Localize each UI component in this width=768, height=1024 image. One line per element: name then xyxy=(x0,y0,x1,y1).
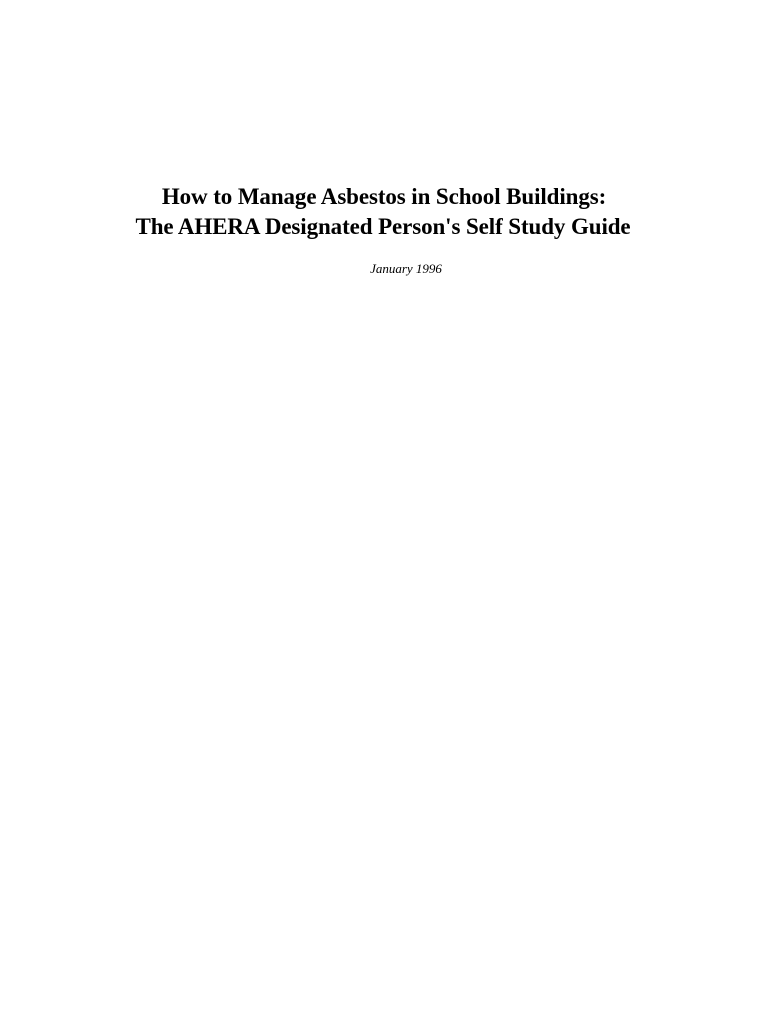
document-title xyxy=(0,182,768,242)
title-line-2: The AHERA Designated Person's Self Study Guide xyxy=(135,214,631,239)
publication-date: January 1996 xyxy=(370,261,442,276)
title-line-1: How to Manage Asbestos in School Buildings: xyxy=(161,184,607,209)
